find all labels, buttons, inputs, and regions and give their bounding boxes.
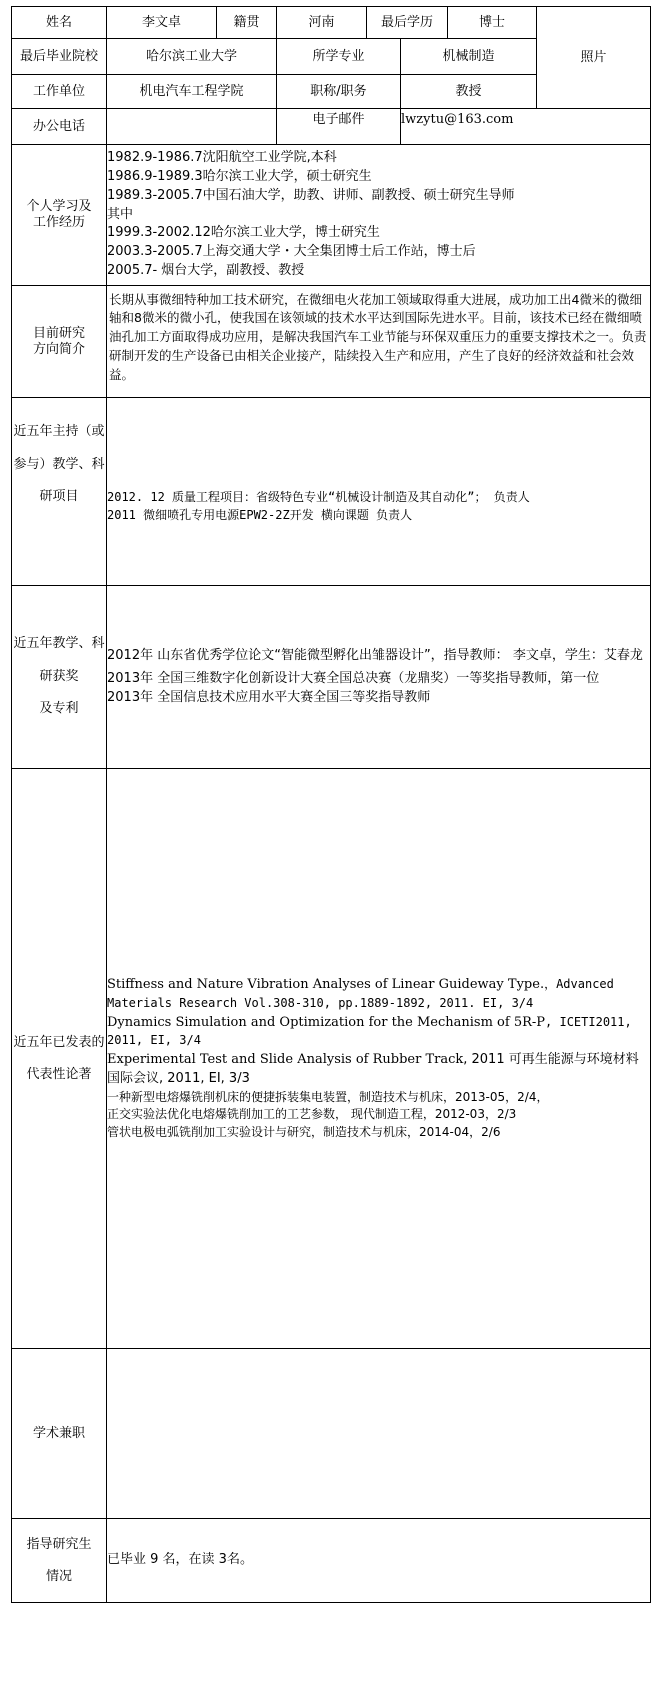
experience-line: 2003.3-2005.7上海交通大学・大全集团博士后工作站，博士后 [107,244,476,260]
paper-title: Experimental Test and Slide Analysis of Rubber Track [107,1052,464,1068]
paper-detail: 一种新型电熔爆铣削机床的便捷拆装集电装置，制造技术与机床，2013-05，2/4， [107,1089,549,1104]
paper-item [107,976,650,1014]
major-value: 机械制造 [401,39,537,75]
academic-label: 学术兼职 [12,1349,107,1519]
row-contact [12,109,651,145]
phone-label: 办公电话 [12,109,107,145]
paper-detail: , ICETI2011, 2011, EI, 3/4 [107,1014,632,1048]
phone-value [107,109,277,145]
projects-label [12,398,107,586]
students-label-line: 指导研究生 [26,1537,92,1553]
paper-detail: , 2011 可再生能源与环境材料国际会议, 2011, EI, 3/3 [107,1052,639,1087]
paper-detail: ，Advanced Materials Research Vol.308-310, pp.1889-1892, 2011. EI, 3/4 [107,976,614,1010]
paper-title: Stiffness and Nature Vibration Analyses of Linear Guideway Type. [107,976,545,992]
papers-label [12,769,107,1349]
name-value: 李文卓 [107,7,217,39]
papers-label-line: 近五年已发表的 [13,1035,105,1051]
native-value: 河南 [277,7,367,39]
academic-content [107,1349,651,1519]
row-awards [12,586,651,769]
paper-detail: 管状电极电弧铣削加工实验设计与研究，制造技术与机床，2014-04，2/6 [107,1124,501,1139]
title-label: 职称/职务 [277,75,401,109]
experience-label [12,145,107,286]
experience-line: 1999.3-2002.12哈尔滨工业大学，博士研究生 [107,225,380,241]
paper-detail: 正交实验法优化电熔爆铣削加工的工艺参数， 现代制造工程，2012-03，2/3 [107,1107,517,1122]
awards-label [12,586,107,769]
photo-box [537,7,651,109]
row-academic [12,1349,651,1519]
row-research [12,286,651,398]
row-experience [12,145,651,286]
award-line: 2012年 山东省优秀学位论文“智能微型孵化出雏器设计”，指导教师： 李文卓，学生：艾春龙 [107,648,643,664]
award-line: 2013年 全国三维数字化创新设计大赛全国总决赛（龙鼎奖）一等奖指导教师，第一位 [107,671,600,687]
degree-label: 最后学历 [367,7,448,38]
awards-content [107,586,651,769]
research-label-line: 目前研究 [32,325,85,341]
students-text: 已毕业 9 名，在读 3名。 [107,1552,253,1568]
resume-table [11,6,651,1603]
awards-label-line: 及专利 [39,701,79,717]
projects-content [107,398,651,586]
unit-label: 工作单位 [12,75,107,109]
paper-title: Dynamics Simulation and Optimization for the Mechanism of 5R-P [107,1014,546,1030]
projects-label-line: 参与）教学、科 [13,456,105,472]
students-label-line: 情况 [45,1568,72,1584]
award-line: 2013年 全国信息技术应用水平大赛全国三等奖指导教师 [107,690,431,706]
projects-label-line: 研项目 [39,489,79,504]
email-value: lwzytu@163.com [401,109,651,145]
projects-label-line: 近五年主持（或 [13,424,105,439]
experience-line: 1986.9-1989.3哈尔滨工业大学，硕士研究生 [107,168,372,184]
experience-line: 2005.7- 烟台大学，副教授、教授 [107,263,305,279]
research-content [107,286,651,398]
experience-line: 其中 [107,206,134,222]
paper-item [107,1106,650,1123]
papers-content [107,769,651,1349]
paper-item [107,1014,650,1052]
awards-label-line: 研获奖 [39,668,79,684]
degree-value: 博士 [479,14,506,30]
experience-content [107,145,651,286]
row-papers [12,769,651,1349]
school-label: 最后毕业院校 [12,39,107,75]
paper-item [107,1124,650,1141]
experience-line: 1989.3-2005.7中国石油大学，助教、讲师、副教授、硕士研究生导师 [107,187,515,203]
row-students [12,1519,651,1603]
research-label [12,286,107,398]
experience-label-line: 个人学习及 [26,199,92,215]
project-line: 2011 微细喷孔专用电源EPW2-2Z开发 横向课题 负责人 [107,507,413,522]
paper-item [107,1089,650,1106]
row-projects [12,398,651,586]
school-value: 哈尔滨工业大学 [107,39,277,75]
paper-item [107,1051,650,1089]
email-label: 电子邮件 [277,109,401,145]
name-label: 姓名 [12,7,107,39]
research-text: 长期从事微细特种加工技术研究，在微细电火花加工领域取得重大进展，成功加工出4微米的微细轴和8微米的微小孔，使我国在该领域的技术水平达到国际先进水平。目前，该技术已经在微细喷油孔加工方面取得成功应用，是解决我国汽车工业节能与环保双重压力的重要支撑技术之一。负责研制开发的生产设备已由相关企业接产，陆续投入生产和应用，产生了良好的经济效益和社会效益。 [109,291,647,382]
project-line: 2012. 12 质量工程项目：省级特色专业“机械设计制造及其自动化”； 负责人 [107,490,530,505]
unit-value: 机电汽车工程学院 [107,75,277,109]
papers-label-line: 代表性论著 [26,1066,92,1082]
awards-label-line: 近五年教学、科 [13,636,105,652]
research-label-line: 方向简介 [32,341,85,357]
students-content [107,1519,651,1603]
row-basic [12,7,651,39]
native-label: 籍贯 [217,7,277,39]
photo-label: 照片 [580,49,607,65]
experience-label-line: 工作经历 [32,215,85,230]
experience-line: 1982.9-1986.7沈阳航空工业学院,本科 [107,150,337,166]
title-value: 教授 [401,75,537,109]
major-label: 所学专业 [277,39,401,75]
students-label [12,1519,107,1603]
